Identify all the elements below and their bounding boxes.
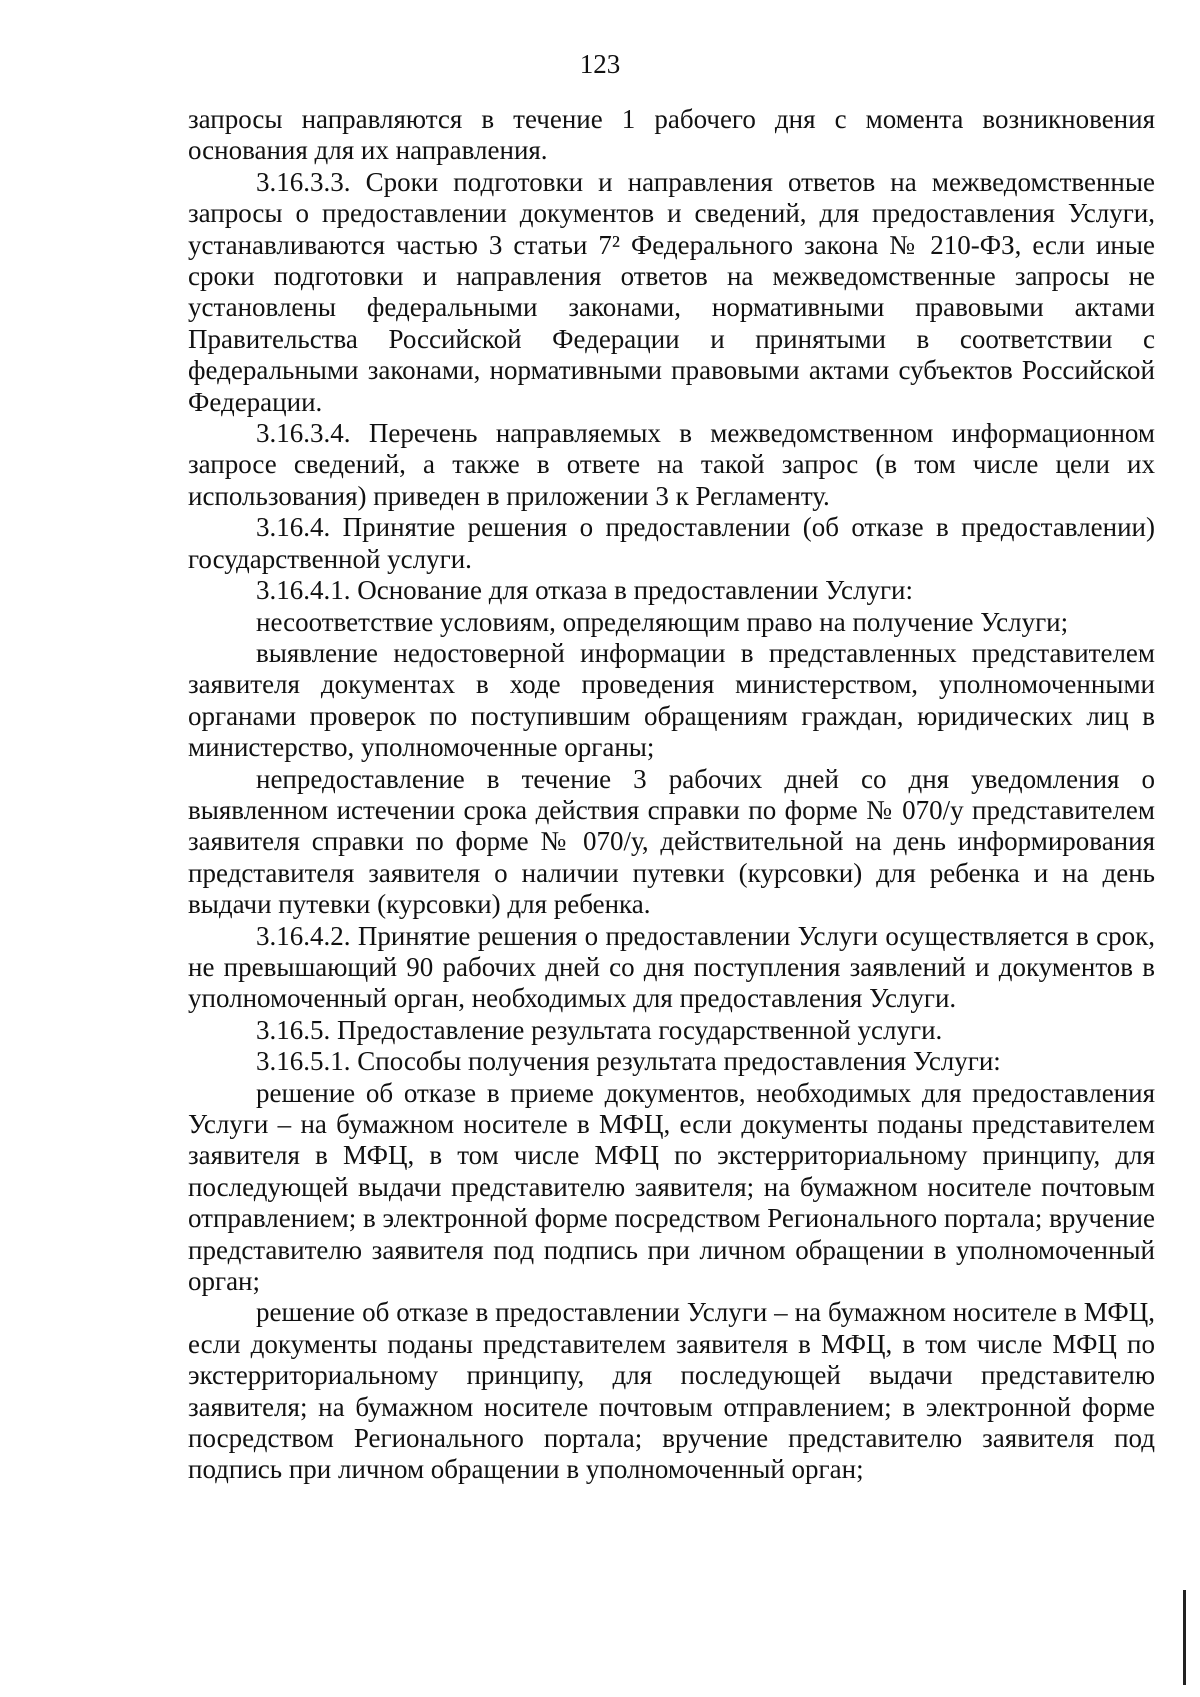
paragraph-refusal-ground-2: выявление недостоверной информации в представленных представителем заявителя документах в ходе проведения министерством, уполномоченными органами проверок по поступившим обращениям граждан, юридических лиц в министерство, уполномоченные органы; [188,637,1155,763]
page-number: 123 [579,49,621,79]
paragraph-continuation: запросы направляются в течение 1 рабочего дня с момента возникновения основания для их направления. [188,104,1155,166]
paragraph-3-16-3-3: 3.16.3.3. Сроки подготовки и направления ответов на межведомственные запросы о предоставлении документов и сведений, для предоставления Услуги, устанавливаются частью 3 статьи 7² Федерального закона № 210-ФЗ, если иные сроки подготовки и направления ответов на межведомственные запросы не установлены федеральными законами, нормативными правовыми актами Правительства Российской Федерации и принятыми в соответствии с федеральными законами, нормативными правовыми актами субъектов Российской Федерации. [188,166,1155,417]
paragraph-3-16-4: 3.16.4. Принятие решения о предоставлении (об отказе в предоставлении) государственной услуги. [188,512,1155,574]
paragraph-refusal-ground-3: непредоставление в течение 3 рабочих дней со дня уведомления о выявленном истечении срока действия справки по форме № 070/у представителем заявителя справки по форме № 070/у, действительной на день информирования представителя заявителя о наличии путевки (курсовки) для ребенка и на день выдачи путевки (курсовки) для ребенка. [188,763,1155,920]
paragraph-3-16-4-1: 3.16.4.1. Основание для отказа в предоставлении Услуги: [256,575,913,606]
paragraph-3-16-3-4: 3.16.3.4. Перечень направляемых в межведомственном информационном запросе сведений, а также в ответе на такой запрос (в том числе цели их использования) приведен в приложении 3 к Регламенту. [188,418,1155,511]
paragraph-result-method-2: решение об отказе в предоставлении Услуги – на бумажном носителе в МФЦ, если документы поданы представителем заявителя в МФЦ, в том числе МФЦ по экстерриториальному принципу, для последующей выдачи представителю заявителя; на бумажном носителе почтовым отправлением; в электронной форме посредством Регионального портала; вручение представителю заявителя под подпись при личном обращении в уполномоченный орган; [188,1297,1155,1485]
scan-edge-mark [1183,1590,1186,1685]
paragraph-3-16-5: 3.16.5. Предоставление результата государственной услуги. [256,1014,943,1045]
paragraph-refusal-ground-1: несоответствие условиям, определяющим право на получение Услуги; [256,606,1069,637]
paragraph-3-16-5-1: 3.16.5.1. Способы получения результата предоставления Услуги: [256,1046,1001,1077]
paragraph-3-16-4-2: 3.16.4.2. Принятие решения о предоставлении Услуги осуществляется в срок, не превышающий 90 рабочих дней со дня поступления заявлений и документов в уполномоченный орган, необходимых для предоставления Услуги. [188,920,1155,1014]
paragraph-result-method-1: решение об отказе в приеме документов, необходимых для предоставления Услуги – на бумажном носителе в МФЦ, если документы поданы представителем заявителя в МФЦ, в том числе МФЦ по экстерриториальному принципу, для последующей выдачи представителю заявителя; на бумажном носителе почтовым отправлением; в электронной форме посредством Регионального портала; вручение представителю заявителя под подпись при личном обращении в уполномоченный орган; [188,1077,1155,1297]
document-body [188,104,1155,1486]
